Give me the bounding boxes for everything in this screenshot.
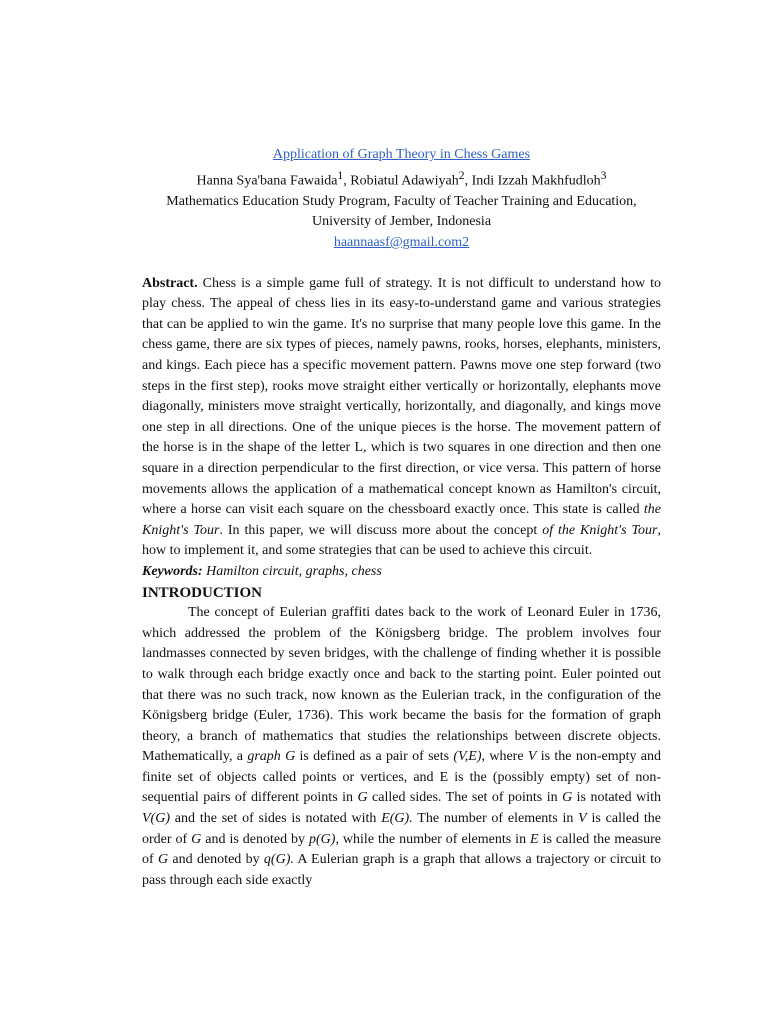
intro-text: while the number of elements in [338, 831, 531, 847]
intro-italic: V(G) [142, 811, 170, 827]
keywords-label: Keywords: [142, 563, 203, 579]
intro-text: and is denoted by [201, 831, 310, 847]
abstract-text: , how to implement it, and some strategies that can be used to achieve this circuit. [142, 522, 661, 559]
intro-text: The number of elements in [412, 811, 579, 827]
author-2: Robiatul Adawiyah [350, 173, 459, 189]
intro-text: called sides. The set of points in [367, 790, 563, 806]
author-1: Hanna Sya'bana Fawaida [196, 173, 338, 189]
intro-text: is the non-empty and finite set of objects called points or vertices, and E is the (possibly empty) set of non-sequential pairs of different points in [142, 749, 662, 806]
intro-text: and the set of sides is notated with [170, 811, 382, 827]
page-content [142, 145, 661, 891]
author-3: Indi Izzah Makhfudloh [471, 173, 601, 189]
abstract-text: . In this paper, we will discuss more about the concept [219, 522, 543, 538]
abstract-text: Chess is a simple game full of strategy. It is not difficult to understand how to play chess. The appeal of chess lies in its easy-to-understand game and various strategies that can be applied to win the game. It's no surprise that many people love this game. In the chess game, there are six types of pieces, namely pawns, rooks, horses, elephants, ministers, and kings. Each piece has a specific movement pattern. Pawns move one step forward (two steps in the first step), rooks move straight either vertically or horizontally, elephants move diagonally, ministers move straight vertically, horizontally, and diagonally, and kings move one step in all directions. One of the unique pieces is the horse. The movement pattern of the horse is in the shape of the letter L, which is two squares in one direction and then one square in a direction perpendicular to the first direction, or vice versa. This pattern of horse movements allows the application of a mathematical concept known as Hamilton's circuit, where a horse can visit each square on the chessboard exactly once. This state is called [142, 275, 661, 518]
paper-header [142, 145, 661, 254]
intro-italic: (V,E), [453, 749, 486, 765]
keywords-text: Hamilton circuit, graphs, chess [202, 563, 382, 579]
intro-italic: E [530, 831, 539, 847]
intro-text: is defined as a pair of sets [295, 749, 454, 765]
author-separator: , [464, 173, 472, 189]
intro-text: A Eulerian graph is a graph that allows a trajectory or circuit to pass through each side exactly [142, 852, 661, 888]
author-1-sup: 1 [337, 168, 344, 182]
abstract-paragraph [142, 274, 661, 562]
keywords-line [142, 562, 661, 583]
intro-text: is called the order of [142, 811, 661, 847]
section-heading-introduction: INTRODUCTION [142, 584, 263, 601]
abstract-italic: of the Knight's Tour [542, 522, 658, 538]
author-3-sup: 3 [600, 168, 607, 182]
abstract-label: Abstract. [142, 275, 198, 291]
intro-text: is notated with [572, 790, 662, 806]
intro-italic: E(G). [381, 811, 413, 827]
intro-italic: G [191, 831, 202, 847]
intro-text: is called the measure of [142, 831, 661, 868]
intro-italic: G [157, 852, 169, 868]
intro-text: and denoted by [168, 852, 264, 868]
email-link[interactable]: haannaasf@gmail.com2 [333, 235, 470, 251]
author-line [142, 166, 661, 192]
introduction-paragraph [142, 603, 661, 891]
affiliation-line-1: Mathematics Education Study Program, Faculty of Teacher Training and Education, [166, 193, 637, 209]
intro-italic: V [527, 749, 537, 765]
intro-italic: G [562, 790, 573, 806]
intro-italic: G [357, 790, 368, 806]
intro-text: The concept of Eulerian graffiti dates back to the work of Leonard Euler in 1736, which addressed the problem of the Königsberg bridge. The problem involves four landmasses connected by seven bridges, with the challenge of finding whether it is possible to walk through each bridge exactly once and back to the starting point. Euler pointed out that there was no such track, now known as the Eulerian track, in the configuration of the Königsberg bridge (Euler, 1736). This work became the basis for the formation of graph theory, a branch of mathematics that studies the relationships between discrete objects. Mathematically, a [142, 605, 661, 765]
author-2-sup: 2 [458, 168, 465, 182]
intro-text: where [485, 749, 528, 765]
author-separator: , [343, 173, 351, 189]
affiliation-line-2: University of Jember, Indonesia [311, 214, 492, 230]
abstract-italic: the Knight's Tour [142, 502, 661, 538]
intro-italic: graph G [247, 749, 296, 765]
intro-italic: V [578, 811, 587, 827]
intro-italic: p(G), [309, 831, 339, 847]
paper-title-link[interactable]: Application of Graph Theory in Chess Games [272, 147, 531, 162]
spacer [142, 254, 661, 274]
intro-italic: q(G). [263, 852, 294, 868]
